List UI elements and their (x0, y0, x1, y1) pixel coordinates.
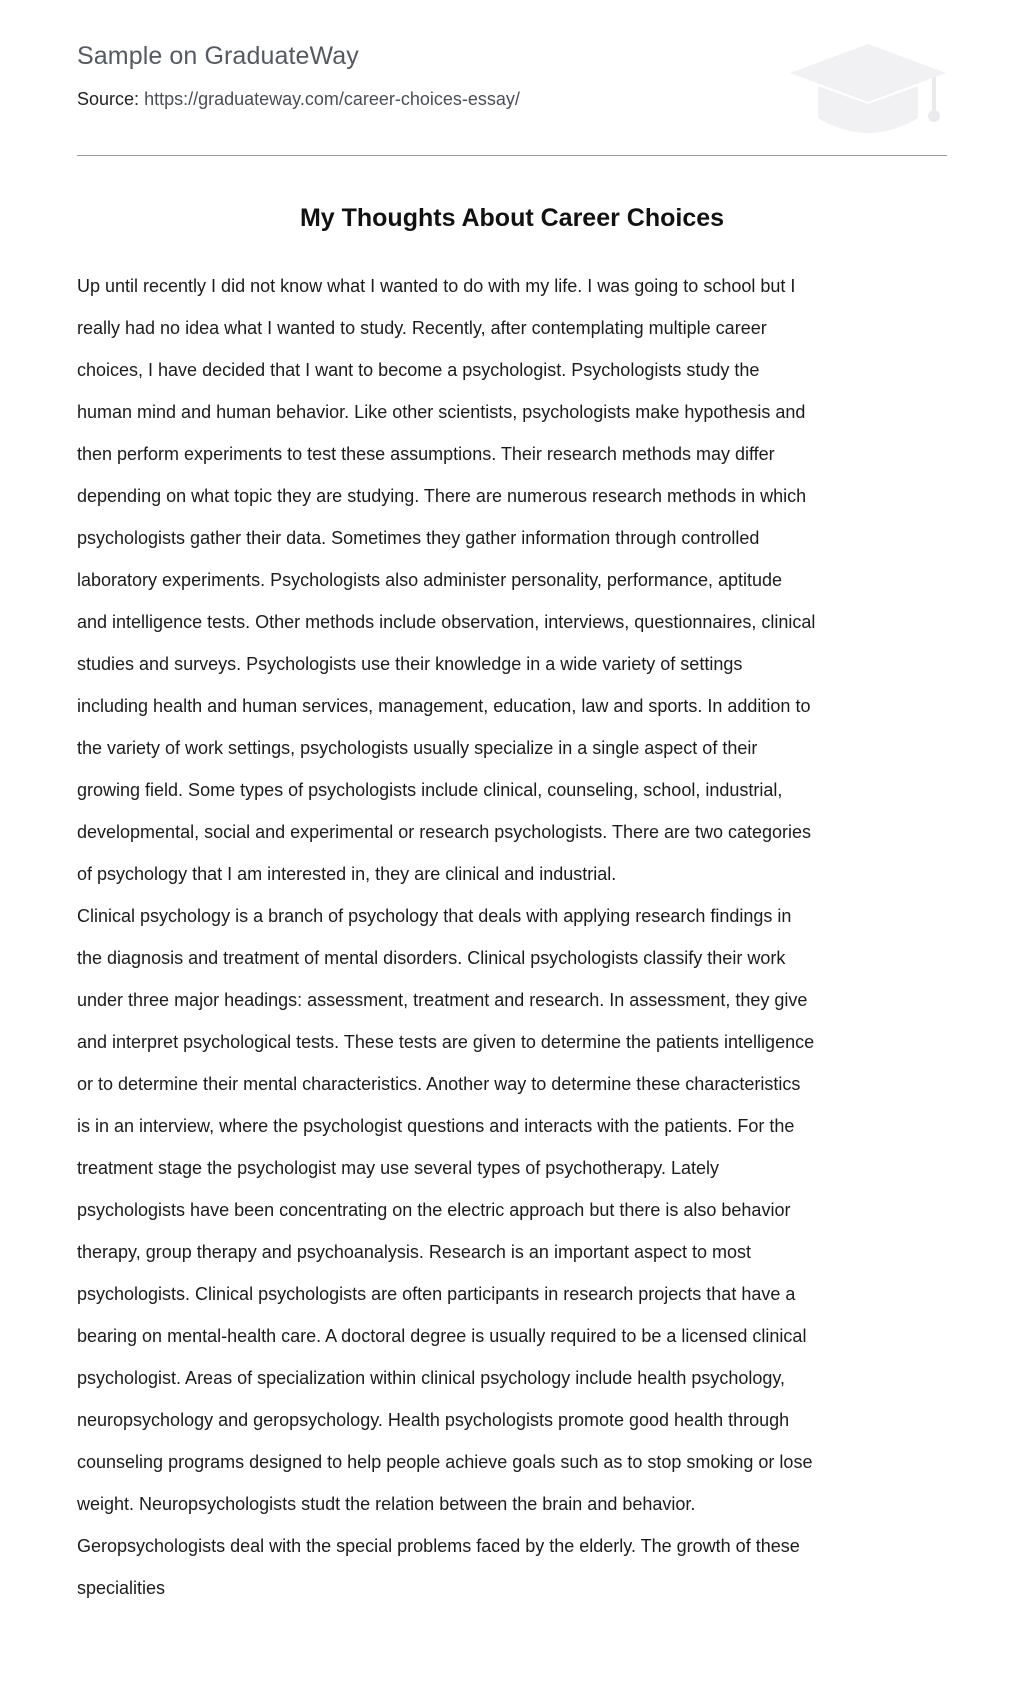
source-link[interactable]: https://graduateway.com/career-choices-essay/ (144, 89, 520, 109)
header (77, 42, 947, 152)
source-label: Source: (77, 89, 140, 109)
header-divider (77, 155, 947, 156)
source-line (77, 89, 520, 110)
graduation-cap-icon (782, 30, 954, 142)
article-paragraph-1: Up until recently I did not know what I wanted to do with my life. I was going to school but I really had no idea what I wanted to study. Recently, after contemplating multiple career choices, I have decided that I want to become a psychologist. Psychologists study the human mind and human behavior. Like other scientists, psychologists make hypothesis and then perform experiments to test these assumptions. Their research methods may differ depending on what topic they are studying. There are numerous research methods in which psychologists gather their data. Sometimes they gather information through controlled laboratory experiments. Psychologists also administer personality, performance, aptitude and intelligence tests. Other methods include observation, interviews, questionnaires, clinical studies and surveys. Psychologists use their knowledge in a wide variety of settings including health and human services, management, education, law and sports. In addition to the variety of work settings, psychologists usually specialize in a single aspect of their growing field. Some types of psychologists include clinical, counseling, school, industrial, developmental, social and experimental or research psychologists. There are two categories of psychology that I am interested in, they are clinical and industrial. (77, 276, 816, 884)
article-paragraph-2: Clinical psychology is a branch of psychology that deals with applying research findings in the diagnosis and treatment of mental disorders. Clinical psychologists classify their work under three major headings: assessment, treatment and research. In assessment, they give and interpret psychological tests. These tests are given to determine the patients intelligence or to determine their mental characteristics. Another way to determine these characteristics is in an interview, where the psychologist questions and interacts with the patients. For the treatment stage the psychologist may use several types of psychotherapy. Lately psychologists have been concentrating on the electric approach but there is also behavior therapy, group therapy and psychoanalysis. Research is an important aspect to most psychologists. Clinical psychologists are often participants in research projects that have a bearing on mental-health care. A doctoral degree is usually required to be a licensed clinical psychologist. Areas of specialization within clinical psychology include health psychology, neuropsychology and geropsychology. Health psychologists promote good health through counseling programs designed to help people achieve goals such as to stop smoking or lose weight. Neuropsychologists studt the relation between the brain and behavior. Geropsychologists deal with the special problems faced by the elderly. The growth of these specialities (77, 906, 815, 1598)
site-name: Sample on GraduateWay (77, 42, 359, 70)
article-title: My Thoughts About Career Choices (299, 204, 725, 232)
article-body (77, 265, 817, 1609)
